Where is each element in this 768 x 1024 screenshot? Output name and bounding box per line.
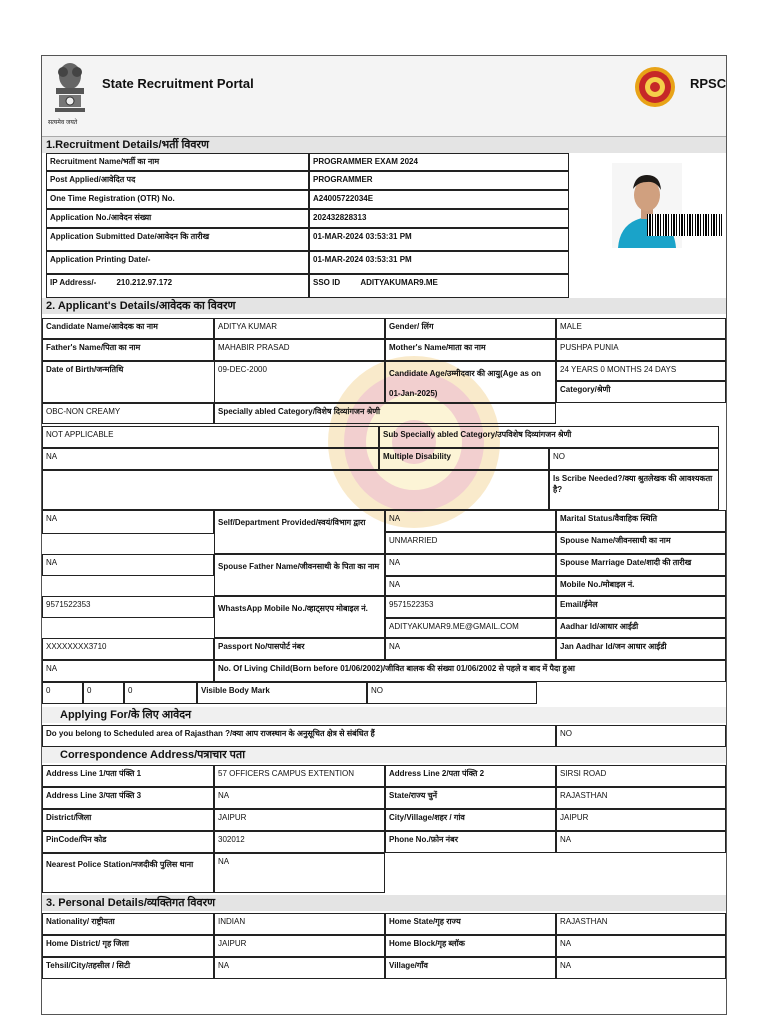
section-applicant-heading: 2. Applicant's Details/आवेदक का विवरण xyxy=(42,298,726,314)
age-label: Candidate Age/उम्मीदवार की आयु(Age as on 01-Jan-2025) xyxy=(385,361,556,403)
spouse-marriage-date-label: Spouse Marriage Date/शादी की तारीख xyxy=(556,554,726,576)
scribe-label: Is Scribe Needed?/क्या श्रुतलेखक की आवश्यकता है? xyxy=(549,470,719,510)
post-applied-label: Post Applied/आवेदित पद xyxy=(46,171,309,190)
email-label: Email/ईमेल xyxy=(556,596,726,618)
blank-cell xyxy=(42,470,549,510)
dob-label: Date of Birth/जन्मतिथि xyxy=(42,361,214,403)
ip-address-cell xyxy=(46,274,309,298)
section-recruitment-heading: 1.Recruitment Details/भर्ती विवरण xyxy=(42,137,726,153)
mother-name-label: Mother's Name/माता का नाम xyxy=(385,339,556,361)
state-value: RAJASTHAN xyxy=(556,787,726,809)
child-count-1: 0 xyxy=(42,682,83,704)
specially-abled-label: Specially abled Category/विशेष दिव्यांगजन श्रेणी xyxy=(214,403,556,424)
nationality-label: Nationality/ राष्ट्रीयता xyxy=(42,913,214,935)
child-count-2: 0 xyxy=(83,682,124,704)
pincode-label: PinCode/पिन कोड xyxy=(42,831,214,853)
nationality-value: INDIAN xyxy=(214,913,385,935)
rpsc-brand-text: RPSC xyxy=(690,76,727,91)
scribe-value: NA xyxy=(42,510,214,534)
scheduled-area-label: Do you belong to Scheduled area of Rajasthan ?/क्या आप राजस्थान के अनुसूचित क्षेत्र से संबंधित हैं xyxy=(42,725,556,747)
application-form-page xyxy=(41,55,727,1015)
specially-abled-value: NOT APPLICABLE xyxy=(42,426,379,448)
recruitment-name-value: PROGRAMMER EXAM 2024 xyxy=(309,153,569,171)
candidate-name-label: Candidate Name/आवेदक का नाम xyxy=(42,318,214,339)
ip-address-value: 210.212.97.172 xyxy=(116,278,173,287)
multiple-disability-value: NO xyxy=(549,448,719,470)
gender-value: MALE xyxy=(556,318,726,339)
mobile-value: 9571522353 xyxy=(42,596,214,618)
address-line1-value: 57 OFFICERS CAMPUS EXTENTION xyxy=(214,765,385,787)
application-barcode xyxy=(647,214,722,236)
emblem-caption: सत्यमेव जयते xyxy=(48,120,78,126)
father-name-value: MAHABIR PRASAD xyxy=(214,339,385,361)
spouse-marriage-date-value: NA xyxy=(385,576,556,596)
home-block-value: NA xyxy=(556,935,726,957)
city-village-label: City/Village/शहर / गांव xyxy=(385,809,556,831)
otr-label: One Time Registration (OTR) No. xyxy=(46,190,309,209)
spouse-father-value: NA xyxy=(385,554,556,576)
ip-address-label: IP Address/- xyxy=(50,278,97,287)
portal-title: State Recruitment Portal xyxy=(102,76,254,91)
passport-value: NA xyxy=(385,638,556,660)
whatsapp-label: WhastsApp Mobile No./व्हाट्सएप मोबाइल नं. xyxy=(214,596,385,638)
home-state-label: Home State/गृह राज्य xyxy=(385,913,556,935)
printing-date-label: Application Printing Date/- xyxy=(46,251,309,274)
phone-value: NA xyxy=(556,831,726,853)
email-value: ADITYAKUMAR9.ME@GMAIL.COM xyxy=(385,618,556,638)
state-label: State/राज्य चुनें xyxy=(385,787,556,809)
self-department-label: Self/Department Provided/स्वयं/विभाग द्वारा xyxy=(214,510,385,554)
village-label: Village/गाँव xyxy=(385,957,556,979)
mobile-label: Mobile No./मोबाइल नं. xyxy=(556,576,726,596)
tehsil-value: NA xyxy=(214,957,385,979)
otr-value: A24005722034E xyxy=(309,190,569,209)
body-mark-value: NO xyxy=(367,682,537,704)
sso-id-cell xyxy=(309,274,569,298)
aadhar-label: Aadhar Id/आधार आईडी xyxy=(556,618,726,638)
aadhar-value: XXXXXXXX3710 xyxy=(42,638,214,660)
marital-status-label: Marital Status/वैवाहिक स्थिति xyxy=(556,510,726,532)
father-name-label: Father's Name/पिता का नाम xyxy=(42,339,214,361)
address-line2-label: Address Line 2/पता पंक्ति 2 xyxy=(385,765,556,787)
police-station-value: NA xyxy=(214,853,385,893)
spouse-name-label: Spouse Name/जीवनसाथी का नाम xyxy=(556,532,726,554)
candidate-name-value: ADITYA KUMAR xyxy=(214,318,385,339)
sso-id-value: ADITYAKUMAR9.ME xyxy=(360,278,438,287)
sso-id-label: SSO ID xyxy=(313,278,341,287)
rpsc-logo-icon xyxy=(634,60,676,114)
district-value: JAIPUR xyxy=(214,809,385,831)
police-station-label: Nearest Police Station/नजदीकी पुलिस थाना xyxy=(42,853,214,893)
village-value: NA xyxy=(556,957,726,979)
child-count-3: 0 xyxy=(124,682,197,704)
city-village-value: JAIPUR xyxy=(556,809,726,831)
spouse-name-value: NA xyxy=(42,554,214,576)
applying-for-heading: Applying For/के लिए आवेदन xyxy=(42,707,726,723)
spouse-father-label: Spouse Father Name/जीवनसाथी के पिता का नाम xyxy=(214,554,385,596)
multiple-disability-label: Multiple Disability xyxy=(379,448,549,470)
address-line3-label: Address Line 3/पता पंक्ति 3 xyxy=(42,787,214,809)
self-department-value: NA xyxy=(385,510,556,532)
correspondence-heading: Correspondence Address/पत्राचार पता xyxy=(42,747,726,763)
tehsil-label: Tehsil/City/तहसील / सिटी xyxy=(42,957,214,979)
pincode-value: 302012 xyxy=(214,831,385,853)
district-label: District/जिला xyxy=(42,809,214,831)
sub-specially-abled-value: NA xyxy=(42,448,379,470)
passport-label: Passport No/पासपोर्ट नंबर xyxy=(214,638,385,660)
home-block-label: Home Block/गृह ब्लॉक xyxy=(385,935,556,957)
dob-value: 09-DEC-2000 xyxy=(214,361,385,403)
address-line2-value: SIRSI ROAD xyxy=(556,765,726,787)
home-state-value: RAJASTHAN xyxy=(556,913,726,935)
mother-name-value: PUSHPA PUNIA xyxy=(556,339,726,361)
jan-aadhar-label: Jan Aadhar Id/जन आधार आईडी xyxy=(556,638,726,660)
jan-aadhar-value: NA xyxy=(42,660,214,682)
portal-header xyxy=(42,56,726,137)
application-no-label: Application No./आवेदन संख्या xyxy=(46,209,309,228)
address-line1-label: Address Line 1/पता पंक्ति 1 xyxy=(42,765,214,787)
age-value: 24 YEARS 0 MONTHS 24 DAYS xyxy=(556,361,726,381)
sub-specially-abled-label: Sub Specially abled Category/उपविशेष दिव्यांगजन श्रेणी xyxy=(379,426,719,448)
address-line3-value: NA xyxy=(214,787,385,809)
phone-label: Phone No./फ़ोन नंबर xyxy=(385,831,556,853)
home-district-label: Home District/ गृह जिला xyxy=(42,935,214,957)
whatsapp-value: 9571522353 xyxy=(385,596,556,618)
category-value: OBC-NON CREAMY xyxy=(42,403,214,424)
marital-status-value: UNMARRIED xyxy=(385,532,556,554)
home-district-value: JAIPUR xyxy=(214,935,385,957)
submitted-date-label: Application Submitted Date/आवेदन कि तारीख xyxy=(46,228,309,251)
living-child-label: No. Of Living Child(Born before 01/06/2002)/जीवित बालक की संख्या 01/06/2002 से पहले व बाद में पैदा हुआ xyxy=(214,660,726,682)
post-applied-value: PROGRAMMER xyxy=(309,171,569,190)
body-mark-label: Visible Body Mark xyxy=(197,682,367,704)
scheduled-area-value: NO xyxy=(556,725,726,747)
printing-date-value: 01-MAR-2024 03:53:31 PM xyxy=(309,251,569,274)
recruitment-name-label: Recruitment Name/भर्ती का नाम xyxy=(46,153,309,171)
category-label: Category/श्रेणी xyxy=(556,381,726,403)
submitted-date-value: 01-MAR-2024 03:53:31 PM xyxy=(309,228,569,251)
section-personal-heading: 3. Personal Details/व्यक्तिगत विवरण xyxy=(42,895,726,911)
gender-label: Gender/ लिंग xyxy=(385,318,556,339)
application-no-value: 202432828313 xyxy=(309,209,569,228)
